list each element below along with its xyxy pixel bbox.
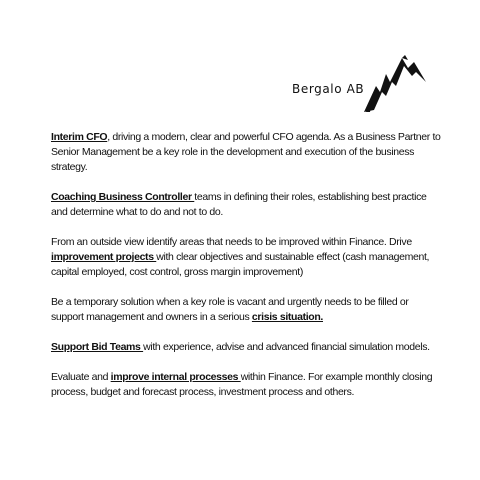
keyword-crisis-situation: crisis situation. (251, 311, 323, 323)
paragraph-text: , driving a modern, clear and powerful CFO agenda. As a Business Partner to Senior Management be a key role in the development and execution of the business strategy. (51, 131, 441, 173)
services-list (51, 130, 441, 415)
paragraph-text: teams in defining their roles, establishing best practice and determine what to do and not to do. (51, 191, 427, 218)
paragraph-text: within Finance. For example monthly closing process, budget and forecast process, investment process and others. (51, 371, 433, 398)
paragraph-improvement-projects (51, 235, 441, 280)
keyword-coaching-business-controller: Coaching Business Controller (51, 191, 195, 203)
paragraph-support-bid-teams (51, 340, 441, 355)
paragraph-internal-processes (51, 370, 441, 400)
company-name: Bergalo AB (292, 82, 365, 96)
keyword-improve-internal-processes: improve internal processes (110, 371, 241, 383)
paragraph-text: with clear objectives and sustainable effect (cash management, capital employed, cost control, gross margin improvement) (51, 251, 430, 278)
paragraph-text: From an outside view identify areas that needs to be improved within Finance. Drive (51, 236, 412, 248)
paragraph-crisis-situation (51, 295, 441, 325)
keyword-improvement-projects: improvement projects (51, 251, 157, 263)
company-logo (292, 44, 442, 120)
paragraph-text: with experience, advise and advanced financial simulation models. (143, 341, 430, 353)
paragraph-text: Be a temporary solution when a key role is vacant and urgently needs to be filled or support management and owners in a serious (51, 296, 409, 323)
keyword-support-bid-teams: Support Bid Teams (51, 341, 144, 353)
keyword-interim-cfo: Interim CFO (51, 131, 108, 143)
paragraph-coaching-controller (51, 190, 441, 220)
paragraph-text: Evaluate and (51, 371, 111, 383)
mountain-peaks-icon (362, 52, 428, 114)
paragraph-interim-cfo (51, 130, 441, 175)
